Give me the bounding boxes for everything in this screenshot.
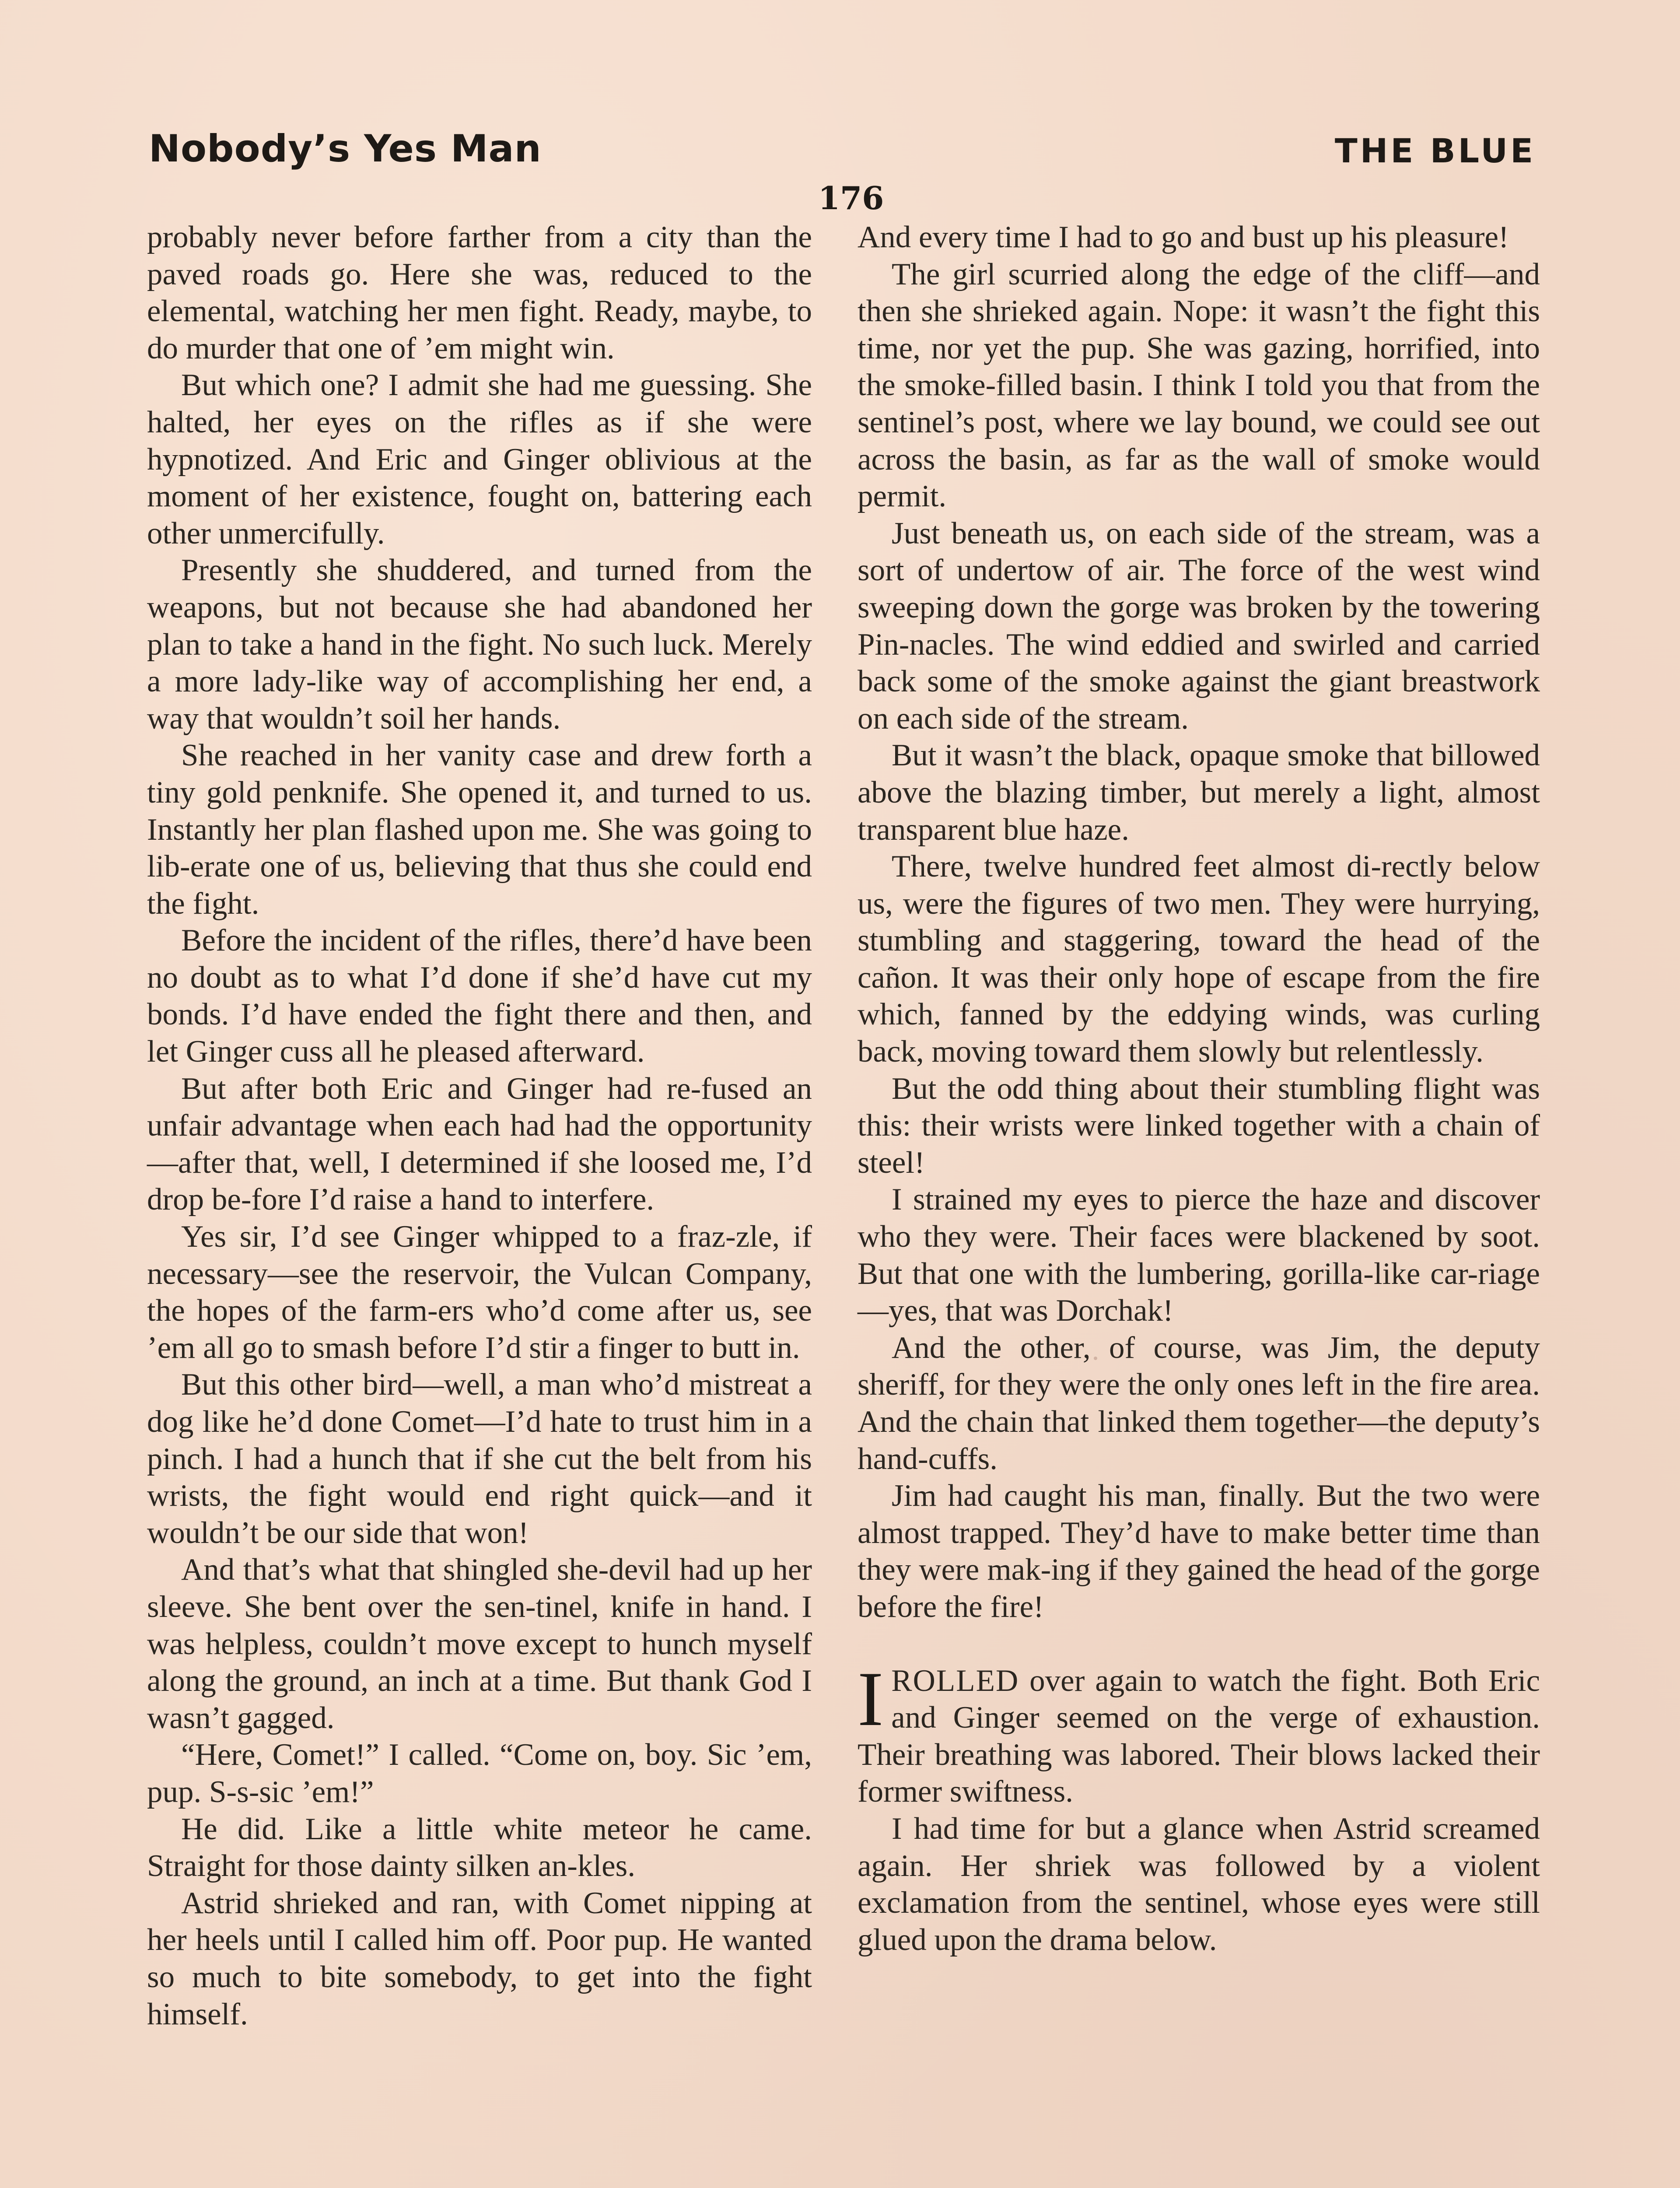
paragraph: He did. Like a little white meteor he came. Straight for those dainty silken an-kles. <box>147 1812 812 1883</box>
paper-speck <box>1094 1357 1097 1360</box>
magazine-title: THE BLUE <box>1334 131 1536 170</box>
paragraph: Yes sir, I’d see Ginger whipped to a fraz-zle, if necessary—see the reservoir, the Vulcan Company, the hopes of the farm-ers who’d come after us, see ’em all go to smash before I’d stir a finger to butt in. <box>147 1220 812 1365</box>
paragraph: But it wasn’t the black, opaque smoke that billowed above the blazing timber, but merely a light, almost transparent blue haze. <box>858 738 1540 847</box>
paragraph: Jim had caught his man, finally. But the two were almost trapped. They’d have to make better time than they were mak-ing if they gained the head of the gorge before the fire! <box>858 1479 1540 1624</box>
paragraph: And that’s what that shingled she-devil had up her sleeve. She bent over the sen-tinel, knife in hand. I was helpless, couldn’t move except to hunch myself along the ground, an inch at a time. But thank God I wasn’t gagged. <box>147 1553 812 1735</box>
left-column <box>147 219 812 2033</box>
paragraph: “Here, Comet!” I called. “Come on, boy. Sic ’em, pup. S-s-sic ’em!” <box>147 1738 812 1809</box>
opening-words: ROLLED <box>891 1663 1019 1698</box>
paragraph: The girl scurried along the edge of the cliff—and then she shrieked again. Nope: it wasn’t the fight this time, nor yet the pup. She was gazing, horrified, into the smoke-filled basin. I think I told you that from the sentinel’s post, where we lay bound, we could see out across the basin, as far as the wall of smoke would permit. <box>858 257 1540 514</box>
paragraph: I had time for but a glance when Astrid screamed again. Her shriek was followed by a violent exclamation from the sentinel, whose eyes were still glued upon the drama below. <box>858 1811 1540 1957</box>
paragraph: But the odd thing about their stumbling flight was this: their wrists were linked together with a chain of steel! <box>858 1071 1540 1180</box>
paragraph: There, twelve hundred feet almost di-rectly below us, were the figures of two men. They were hurrying, stumbling and staggering, toward the head of the cañon. It was their only hope of escape from the fire which, fanned by the eddying winds, was curling back, moving toward them slowly but relentlessly. <box>858 849 1540 1069</box>
paragraph: Presently she shuddered, and turned from the weapons, but not because she had abandoned her plan to take a hand in the fight. No such luck. Merely a more lady-like way of accomplishing her end, a way that wouldn’t soil her hands. <box>147 553 812 736</box>
paragraph: But this other bird—well, a man who’d mistreat a dog like he’d done Comet—I’d hate to trust him in a pinch. I had a hunch that if she cut the belt from his wrists, the fight would end right quick—and it wouldn’t be our side that won! <box>147 1368 812 1550</box>
paragraph: But which one? I admit she had me guessing. She halted, her eyes on the rifles as if she were hypnotized. And Eric and Ginger oblivious at the moment of her existence, fought on, battering each other unmercifully. <box>147 368 812 551</box>
right-column <box>858 219 1540 1958</box>
paragraph: Astrid shrieked and ran, with Comet nipping at her heels until I called him off. Poor pup. He wanted so much to bite somebody, to get into the fight himself. <box>147 1886 812 2031</box>
paragraph: Before the incident of the rifles, there’d have been no doubt as to what I’d done if she’d have cut my bonds. I’d have ended the fight there and then, and let Ginger cuss all he pleased afterward. <box>147 923 812 1069</box>
opening-text: over again to watch the fight. Both Eric and Ginger seemed on the verge of exhaustion. Their breathing was labored. Their blows lacked their former swiftness. <box>858 1663 1540 1809</box>
paragraph: And every time I had to go and bust up his pleasure! <box>858 220 1509 254</box>
paragraph: And the other, of course, was Jim, the deputy sheriff, for they were the only ones left in the fire area. And the chain that linked them together—the deputy’s hand-cuffs. <box>858 1330 1540 1476</box>
story-title: Nobody’s Yes Man <box>149 127 542 171</box>
paragraph: But after both Eric and Ginger had re-fused an unfair advantage when each had had the opportunity—after that, well, I determined if she loosed me, I’d drop be-fore I’d raise a hand to interfere. <box>147 1071 812 1217</box>
drop-cap: I <box>858 1655 884 1742</box>
paragraph: probably never before farther from a city than the paved roads go. Here she was, reduced to the elemental, watching her men fight. Ready, maybe, to do murder that one of ’em might win. <box>147 220 812 365</box>
paragraph: Just beneath us, on each side of the stream, was a sort of undertow of air. The force of the west wind sweeping down the gorge was broken by the towering Pin-nacles. The wind eddied and swirled and carried back some of the smoke against the giant breastwork on each side of the stream. <box>858 516 1540 736</box>
section-break <box>858 1626 1540 1662</box>
paragraph: I strained my eyes to pierce the haze and discover who they were. Their faces were blackened by soot. But that one with the lumbering, gorilla-like car-riage—yes, that was Dorchak! <box>858 1182 1540 1328</box>
page-number: 176 <box>818 179 884 217</box>
section-opening-paragraph <box>858 1655 1540 1810</box>
paragraph: She reached in her vanity case and drew forth a tiny gold penknife. She opened it, and turned to us. Instantly her plan flashed upon me. She was going to lib-erate one of us, believing that thus she could end the fight. <box>147 738 812 921</box>
